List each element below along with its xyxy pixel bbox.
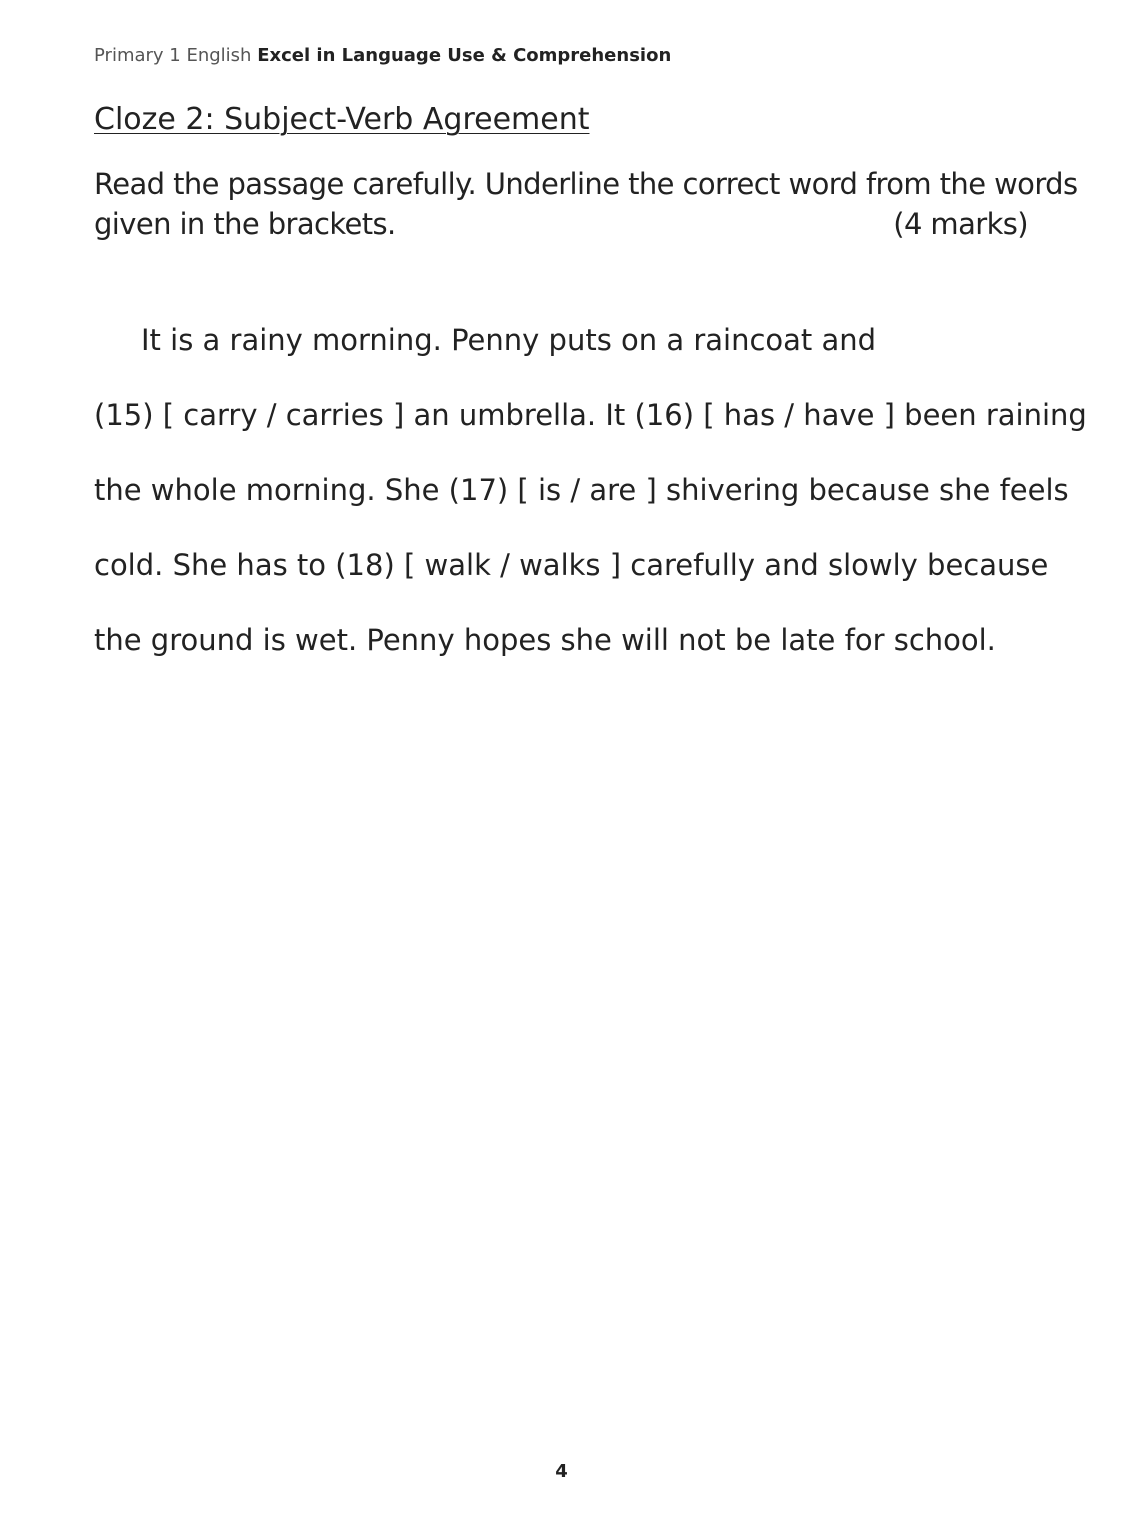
instructions-line-2 [94,204,1028,244]
passage-line: (15) [ carry / carries ] an umbrella. It (16) [ has / have ] been raining [94,398,1087,432]
passage-line: It is a rainy morning. Penny puts on a raincoat and [141,323,877,357]
header-series: Primary 1 English [94,45,252,66]
header-book-title: Excel in Language Use & Comprehension [257,45,672,66]
section-title: Cloze 2: Subject-Verb Agreement [94,102,590,137]
instructions-line-1: Read the passage carefully. Underline the correct word from the words [94,167,1078,201]
passage-line: cold. She has to (18) [ walk / walks ] carefully and slowly because [94,548,1049,582]
instructions-line-2-text: given in the brackets. [94,207,396,241]
passage-line: the ground is wet. Penny hopes she will not be late for school. [94,623,996,657]
page-number: 4 [555,1461,568,1482]
cloze-passage [94,318,1087,693]
marks-label: (4 marks) [893,207,1028,241]
running-header [94,44,671,68]
instructions [94,164,1078,244]
passage-line: the whole morning. She (17) [ is / are ] shivering because she feels [94,473,1069,507]
